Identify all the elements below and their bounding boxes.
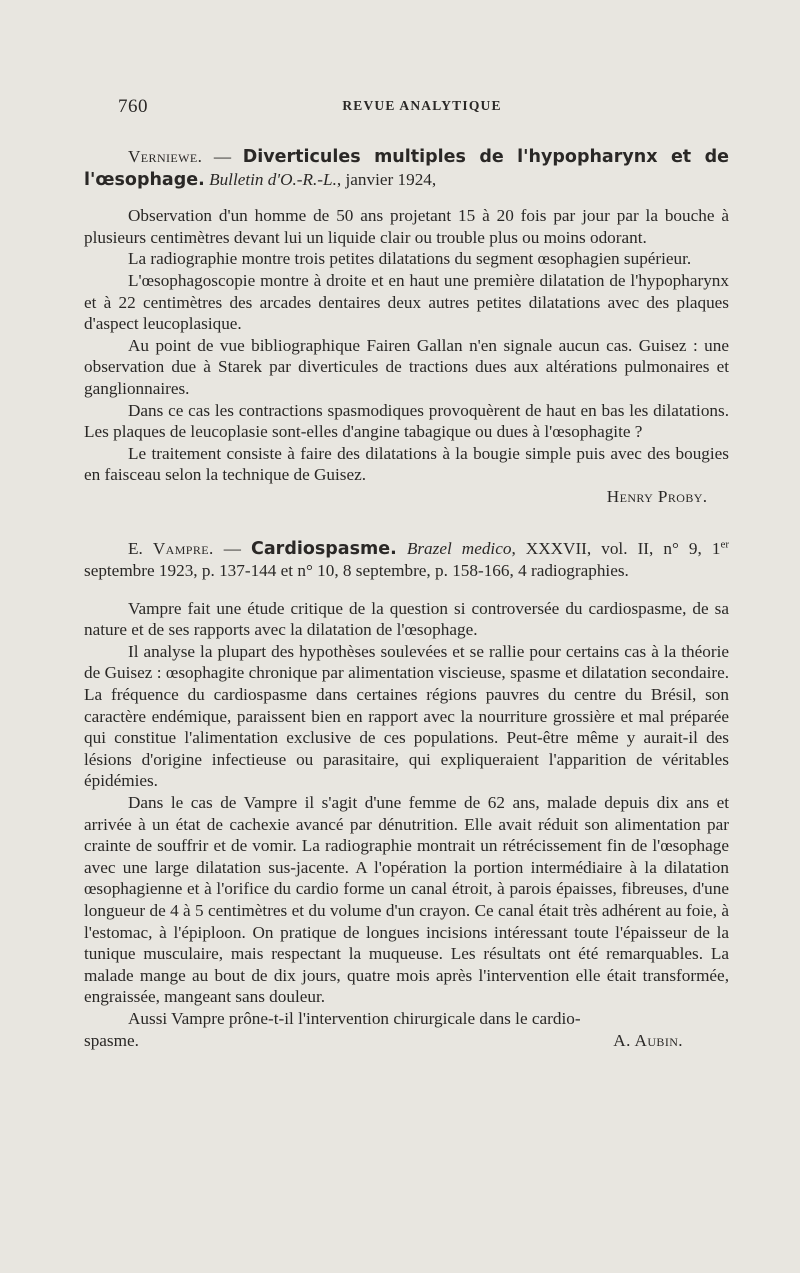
article-2-last-word: spasme. xyxy=(84,1030,139,1050)
article-1-date: , janvier 1924, xyxy=(336,169,437,189)
article-2-journal: Brazel medico xyxy=(406,538,512,558)
article-1-signature-text: Henry Proby. xyxy=(606,486,708,506)
article-1-signature xyxy=(84,486,729,508)
article-2-paragraph: Dans le cas de Vampre il s'agit d'une femme de 62 ans, malade depuis dix ans et arrivée à un état de cachexie avancé par dénutrition. Elle avait réduit son alimentation par crainte de souffrir et de vomir. La radiographie montrait un rétrécissement fin de l'œsophage avec une large dilatation sus-jacente. A l'opération la portion intermédiaire à la dilatation œsophagienne et à l'orifice du cardio forme un canal étroit, à parois épaisses, fibreuses, d'une longueur de 4 à 5 centimètres et du volume d'un crayon. Ce canal était très adhérent au foie, à l'estomac, à l'épiploon. On pratique de longues incisions intéressant toute l'épaisseur de la tunique musculaire, mais respectant la muqueuse. Les résultats ont été remarquables. La malade mange au bout de dix jours, quatre mois après l'intervention elle était transformée, engraissée, mangeant sans douleur. xyxy=(84,793,729,1007)
article-2-signature: A. Aubin. xyxy=(613,1030,683,1050)
article-2-author: Vampre. xyxy=(152,538,214,558)
article-1-paragraph: Dans ce cas les contractions spasmodiques provoquèrent de haut en bas les dilatations. Les plaques de leucoplasie sont-elles d'angine tabagique ou dues à l'œsophagite ? xyxy=(84,400,729,442)
article-2-initial: E. xyxy=(128,538,143,558)
page-header xyxy=(118,96,726,120)
running-title: REVUE ANALYTIQUE xyxy=(342,98,502,113)
article-2-paragraph: Il analyse la plupart des hypothèses soulevées et se rallie pour certains cas à la théorie de Guisez : œsophagite chronique par alimentation viscieuse, spasme et dilatation secondaire. La fréquence du cardiospasme dans certaines régions pauvres du centre du Brésil, son caractère endémique, paraissent bien en rapport avec la nourriture grossière et mal préparée qui constitue l'alimentation exclusive de ces populations. Peut-être même y aurait-il des lésions d'origine infectieuse ou parasitaire, qui expliqueraient l'apparition de véritables épidémies. xyxy=(84,641,729,791)
heading-dash: — xyxy=(202,147,243,166)
article-1-heading xyxy=(84,146,729,191)
article-2-ref-b: septembre 1923, p. 137-144 et n° 10, 8 septembre, p. 158-166, 4 radiographies. xyxy=(84,561,629,581)
page-body xyxy=(84,146,729,1051)
article-2-last-paragraph: Aussi Vampre prône-t-il l'intervention chirurgicale dans le cardio- xyxy=(128,1008,581,1028)
article-1-journal: Bulletin d'O.-R.-L. xyxy=(209,169,337,189)
article-1-paragraph: La radiographie montre trois petites dilatations du segment œsophagien supérieur. xyxy=(128,249,692,269)
article-2-heading xyxy=(84,538,729,582)
article-2-sup: er xyxy=(720,537,729,550)
article-1-paragraph: Le traitement consiste à faire des dilatations à la bougie simple puis avec des bougies en faisceau selon la technique de Guisez. xyxy=(84,443,729,485)
article-1-paragraph: Au point de vue bibliographique Fairen Gallan n'en signale aucun cas. Guisez : une observation due à Starek par diverticules de tractions dues aux altérations pulmonaires et ganglionnaires. xyxy=(84,335,729,398)
article-2-title: Cardiospasme. xyxy=(251,538,397,559)
article-2-ref-a: , XXXVII, vol. II, n° 9, 1 xyxy=(511,538,721,558)
page-number: 760 xyxy=(118,96,148,117)
article-1-title: Diverticules multiples de l'hypopharynx et de l'œsophage. xyxy=(84,147,729,190)
heading-dash: — xyxy=(213,538,252,558)
article-2-paragraph: Vampre fait une étude critique de la question si controversée du cardiospasme, de sa nature et de ses rapports avec la dilatation de l'œsophage. xyxy=(84,598,729,640)
article-1-author: Verniewe. xyxy=(128,147,203,166)
article-1-paragraph: Observation d'un homme de 50 ans projetant 15 à 20 fois par jour par la bouche à plusieurs centimètres devant lui un liquide clair ou trouble plus ou moins odorant. xyxy=(84,206,729,247)
article-2-closing-line xyxy=(84,1030,729,1052)
article-1-paragraph: L'œsophagoscopie montre à droite et en haut une première dilatation de l'hypopharynx et à 22 centimètres des arcades dentaires deux autres petites dilatations avec des plaques d'aspect leucoplasique. xyxy=(84,270,729,334)
